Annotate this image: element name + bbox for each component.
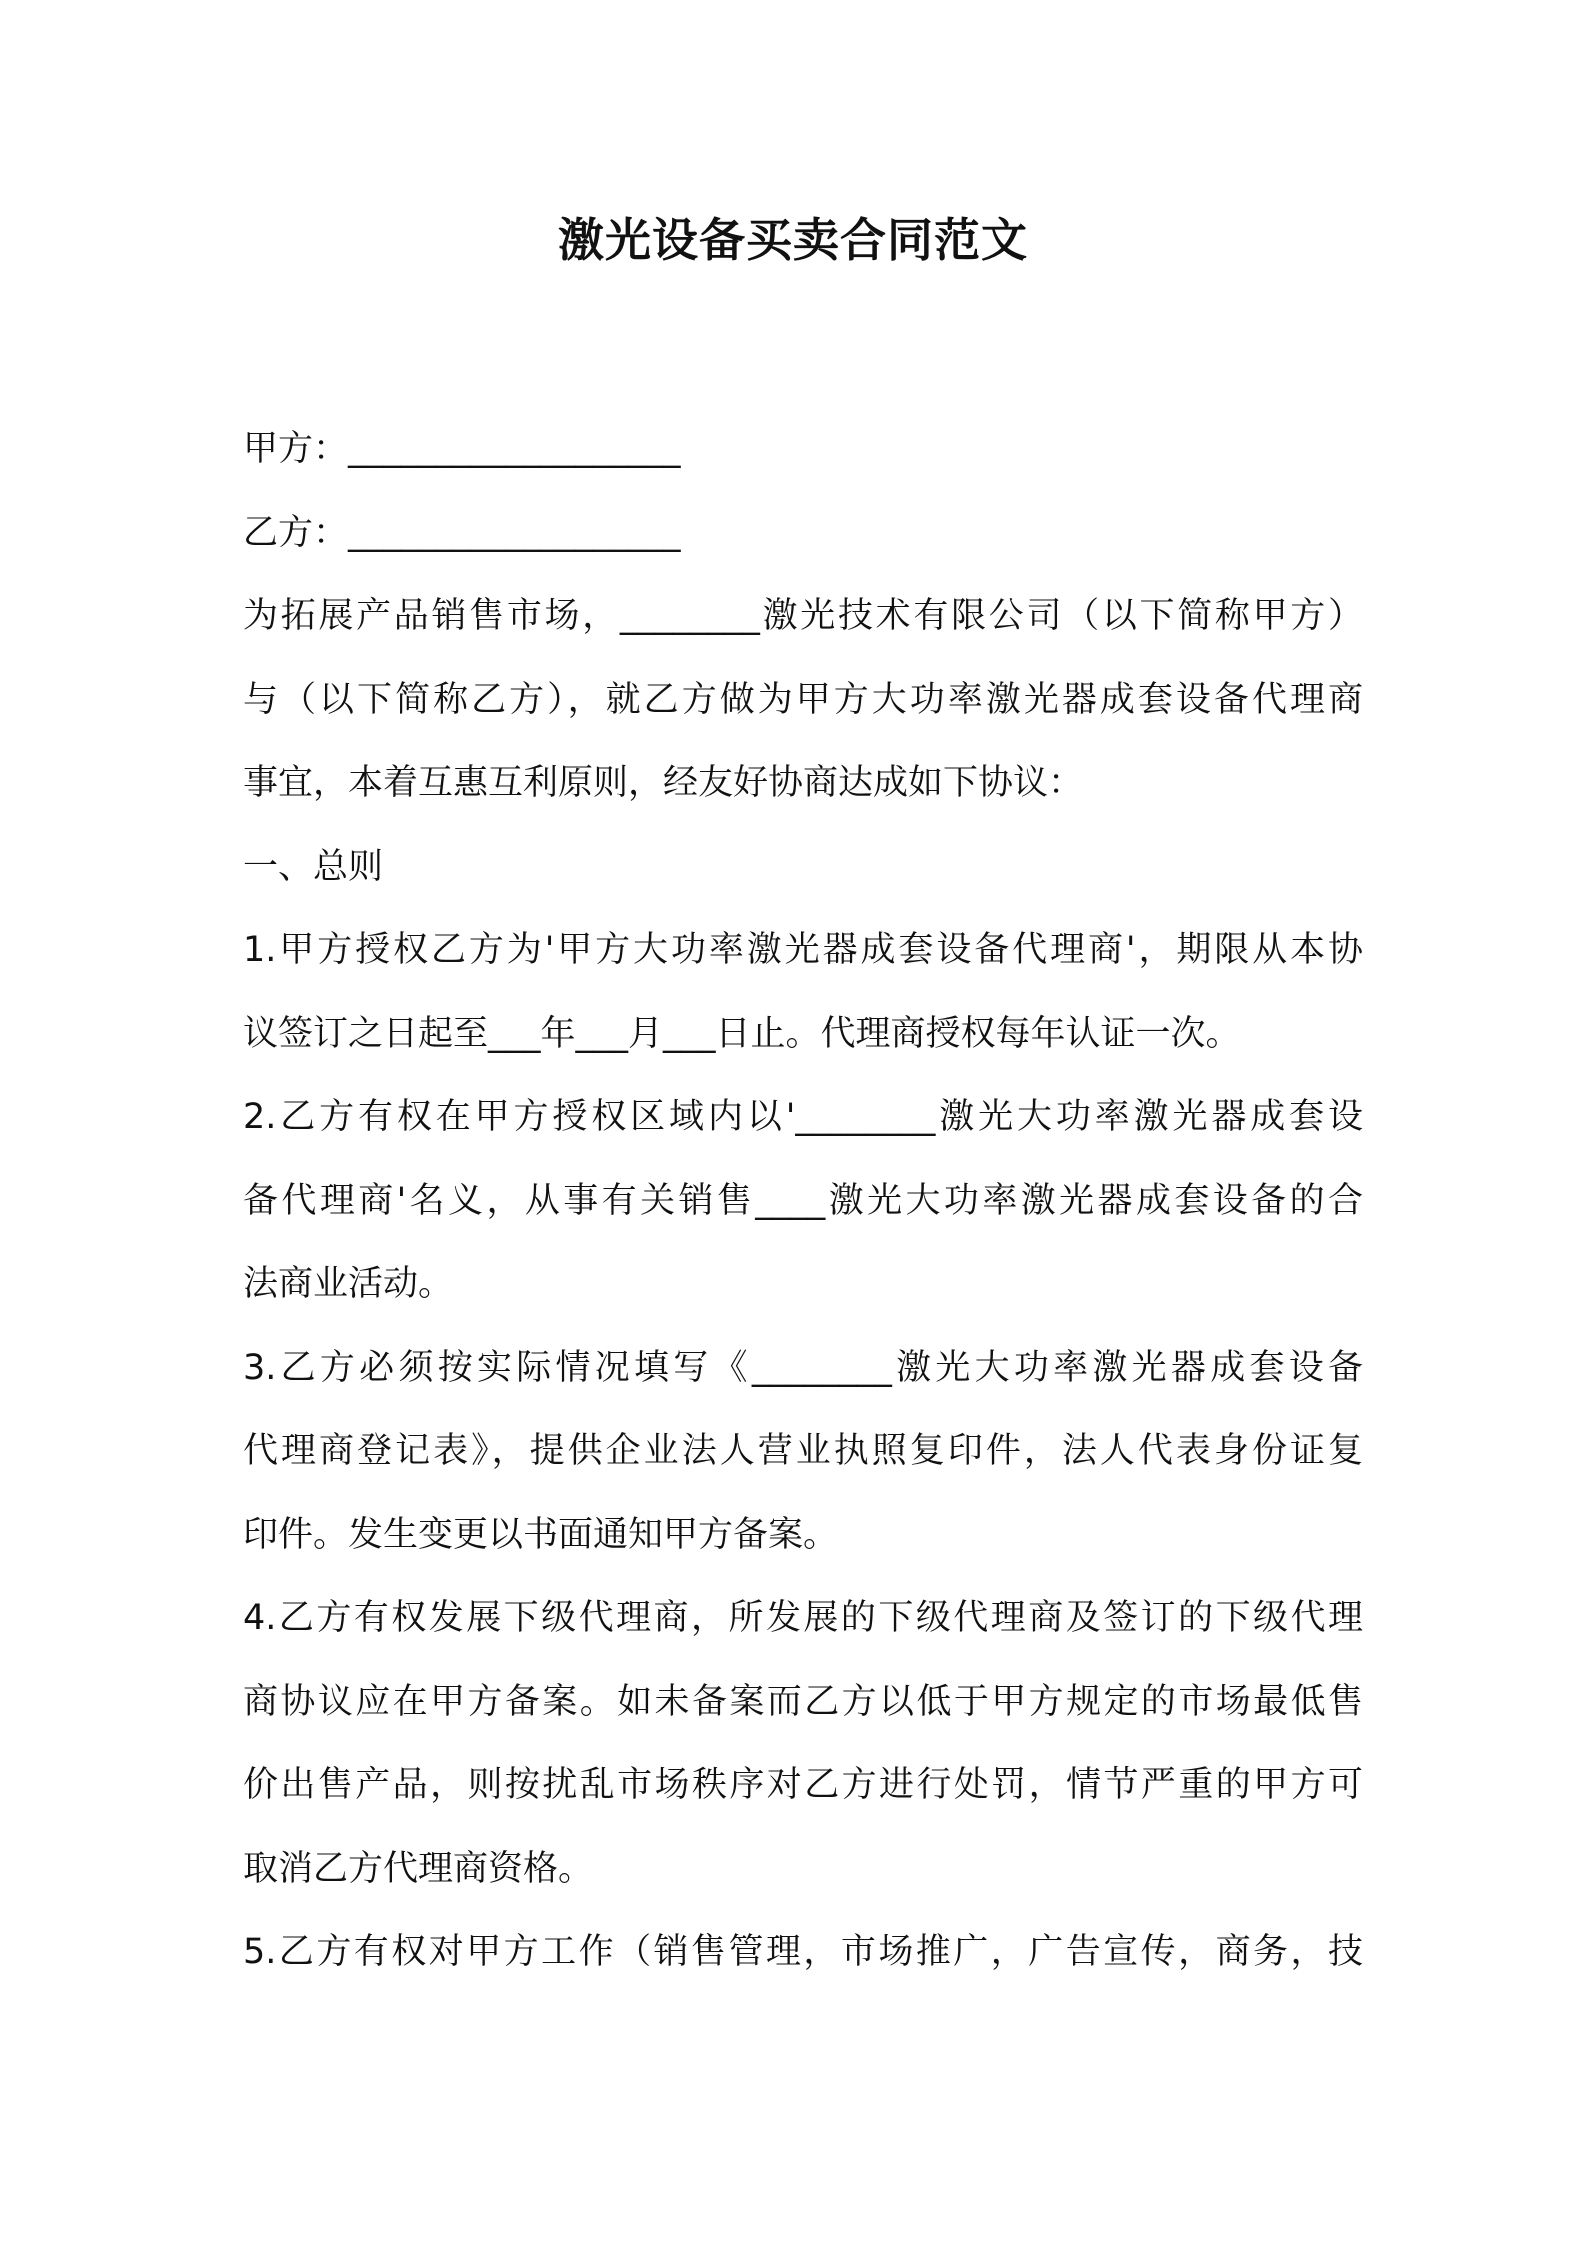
paragraph-line: 1.甲方授权乙方为'甲方大功率激光器成套设备代理商'，期限从本协 [243,930,1363,970]
paragraph-line: 3.乙方必须按实际情况填写《________激光大功率激光器成套设备 [243,1347,1363,1388]
paragraph-line: 商协议应在甲方备案。如未备案而乙方以低于甲方规定的市场最低售 [243,1681,1363,1722]
paragraph-line: 价出售产品，则按扰乱市场秩序对乙方进行处罚，情节严重的甲方可 [243,1765,1363,1805]
contract-body [243,408,1363,1995]
paragraph-line: 印件。发生变更以书面通知甲方备案。 [243,1514,839,1555]
party-a-line: 甲方：___________________ [243,429,681,469]
paragraph-line: 5.乙方有权对甲方工作（销售管理，市场推广，广告宣传，商务，技 [243,1932,1363,1972]
paragraph-line: 备代理商'名义，从事有关销售____激光大功率激光器成套设备的合 [243,1180,1363,1221]
paragraph-line: 议签订之日起至___年___月___日止。代理商授权每年认证一次。 [243,1013,1241,1054]
party-b-line: 乙方：___________________ [243,512,681,553]
paragraph-line: 4.乙方有权发展下级代理商，所发展的下级代理商及签订的下级代理 [243,1598,1363,1638]
paragraph-line: 法商业活动。 [243,1264,454,1304]
paragraph-line: 代理商登记表》，提供企业法人营业执照复印件，法人代表身份证复 [243,1431,1363,1471]
document-title: 激光设备买卖合同范文 [558,213,1028,267]
section-heading: 一、总则 [243,846,384,887]
paragraph-line: 2.乙方有权在甲方授权区域内以'________激光大功率激光器成套设 [243,1097,1363,1137]
paragraph-line: 为拓展产品销售市场，________激光技术有限公司（以下简称甲方） [243,596,1363,636]
paragraph-line: 事宜，本着互惠互利原则，经友好协商达成如下协议： [243,763,1084,803]
paragraph-line: 取消乙方代理商资格。 [243,1848,594,1889]
paragraph-line: 与（以下简称乙方），就乙方做为甲方大功率激光器成套设备代理商 [243,679,1363,720]
